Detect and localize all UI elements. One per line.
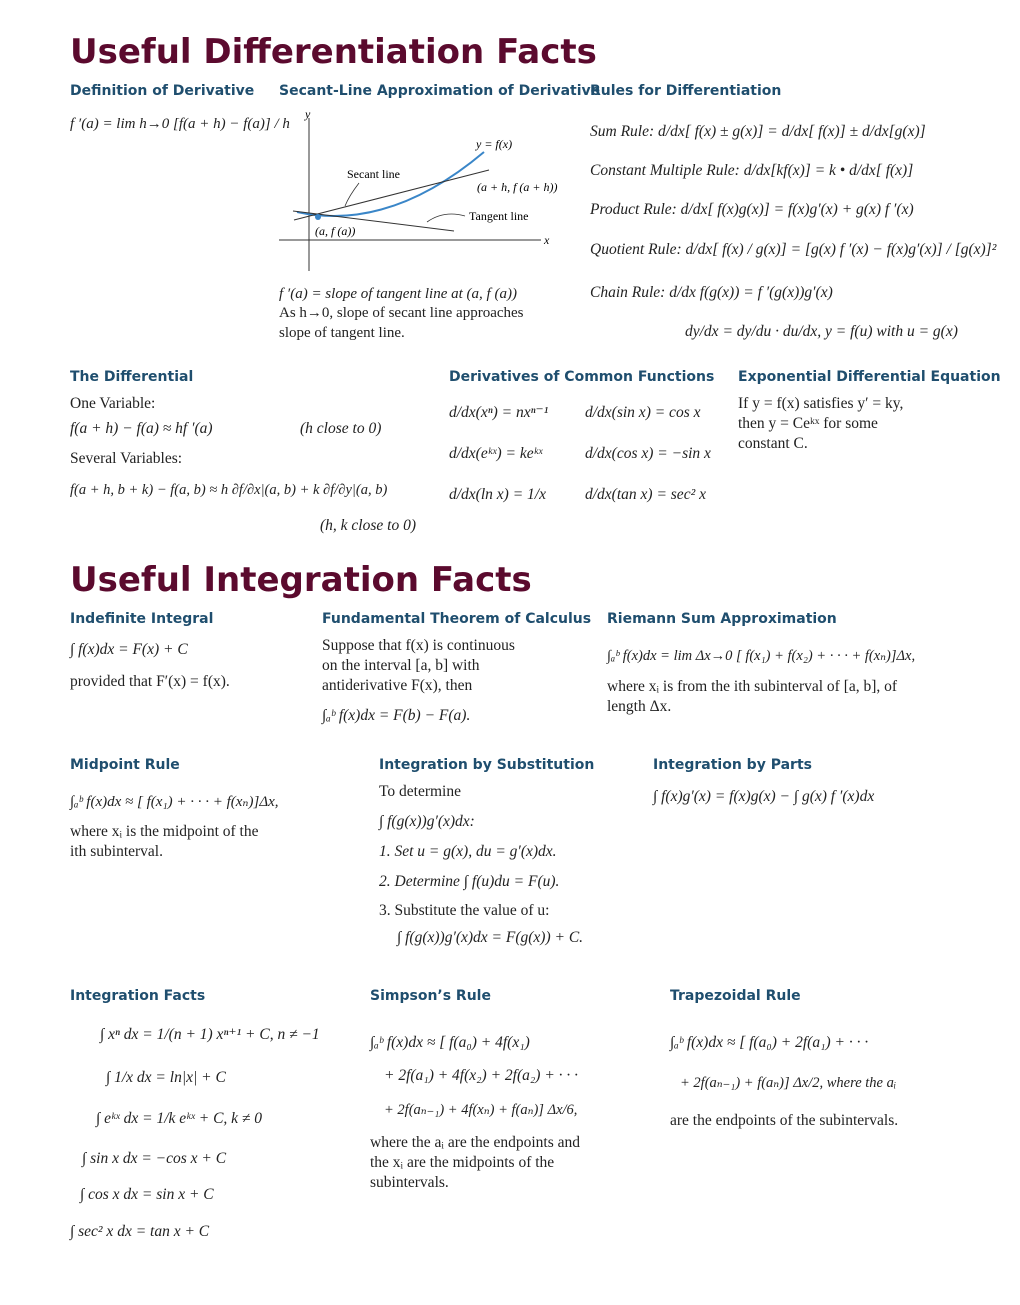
tangent-label: Tangent line (469, 209, 529, 223)
exponential-differential-equation (738, 368, 1010, 468)
simpson-note-1: where the aᵢ are the endpoints and (370, 1134, 580, 1151)
derivative-power: d/dx(xⁿ) = nxⁿ⁻¹ (449, 404, 549, 421)
integral-sec2: ∫ sec² x dx = tan x + C (70, 1223, 210, 1240)
midpoint-formula: ∫ₐᵇ f(x)dx ≈ [ f(x₁) + · · · + f(xₙ)]Δx, (70, 794, 279, 810)
slope-note-line-1: As h→0, slope of secant line approaches (279, 305, 524, 321)
secant-label: Secant line (347, 167, 400, 181)
section-heading: Integration Facts (70, 988, 206, 1004)
section-heading: Integration by Substitution (379, 757, 595, 773)
integration-facts (70, 987, 360, 1252)
indefinite-integral (70, 610, 315, 700)
simpson-note-2: the xᵢ are the midpoints of the (370, 1154, 555, 1171)
derivative-tan: d/dx(tan x) = sec² x (585, 486, 706, 503)
section-heading: Fundamental Theorem of Calculus (322, 611, 592, 627)
derivative-definition-formula: f ′(a) = lim h→0 [f(a + h) − f(a)] / h (70, 116, 290, 132)
curve-label: y = f(x) (476, 137, 513, 151)
ftc-line-2: on the interval [a, b] with (322, 657, 480, 674)
midpoint-line-2: ith subinterval. (70, 843, 163, 860)
one-variable-label: One Variable: (70, 395, 156, 412)
integral-sin: ∫ sin x dx = −cos x + C (82, 1150, 227, 1167)
quotient-rule: Quotient Rule: d/dx[ f(x) / g(x)] = [g(x) f ′(x) − f(x)g′(x)] / [g(x)]² (590, 241, 997, 258)
simpson-line-2: + 2f(a₁) + 4f(x₂) + 2f(a₂) + · · · (384, 1067, 579, 1084)
y-axis-label: y (305, 107, 311, 121)
midpoint-rule (70, 756, 370, 866)
one-variable-formula: f(a + h) − f(a) ≈ hf ′(a) (70, 420, 213, 437)
exp-line-1: If y = f(x) satisfies y′ = ky, (738, 395, 904, 412)
derivative-exp: d/dx(eᵏˣ) = keᵏˣ (449, 445, 543, 462)
integration-by-parts (653, 756, 1008, 816)
simpsons-rule (370, 987, 660, 1197)
several-variables-label: Several Variables: (70, 450, 183, 467)
riemann-line-1: where xᵢ is from the ith subinterval of [a, b], of (607, 678, 898, 695)
midpoint-line-1: where xᵢ is the midpoint of the (70, 823, 259, 840)
derivative-cos: d/dx(cos x) = −sin x (585, 445, 711, 462)
slope-note-line-2: slope of tangent line. (279, 325, 405, 341)
section-heading: Indefinite Integral (70, 611, 214, 627)
derivatives-of-common-functions (449, 368, 734, 528)
the-differential (70, 368, 440, 540)
point-p (315, 214, 321, 220)
substitution-step-1: 1. Set u = g(x), du = g′(x)dx. (379, 843, 557, 860)
secant-line-approximation (279, 82, 601, 344)
riemann-sum (607, 610, 1012, 720)
curve (297, 152, 484, 216)
riemann-formula: ∫ₐᵇ f(x)dx = lim Δx→0 [ f(x₁) + f(x₂) + · · · + f(xₙ)]Δx, (607, 648, 916, 664)
section-heading: Riemann Sum Approximation (607, 611, 837, 627)
section-heading: Midpoint Rule (70, 757, 180, 773)
integral-power: ∫ xⁿ dx = 1/(n + 1) xⁿ⁺¹ + C, n ≠ −1 (100, 1026, 320, 1043)
substitution-intro: To determine (379, 783, 461, 800)
slope-definition: f ′(a) = slope of tangent line at (a, f (a)) (279, 286, 517, 302)
indefinite-note: provided that F′(x) = f(x). (70, 673, 230, 690)
constant-multiple-rule: Constant Multiple Rule: d/dx[kf(x)] = k • d/dx[ f(x)] (590, 162, 914, 179)
differentiation-title: Useful Differentiation Facts (70, 32, 597, 72)
section-heading: Integration by Parts (653, 757, 812, 773)
several-variables-note: (h, k close to 0) (320, 517, 416, 534)
x-axis-label: x (544, 233, 550, 247)
parts-formula: ∫ f(x)g′(x) = f(x)g(x) − ∫ g(x) f ′(x)dx (653, 788, 875, 805)
product-rule: Product Rule: d/dx[ f(x)g(x)] = f(x)g′(x) + g(x) f ′(x) (590, 201, 914, 218)
indefinite-formula: ∫ f(x)dx = F(x) + C (70, 641, 188, 658)
riemann-line-2: length Δx. (607, 698, 672, 715)
point-p-label: (a, f (a)) (315, 224, 356, 238)
derivative-ln: d/dx(ln x) = 1/x (449, 486, 546, 503)
substitution-step-3: 3. Substitute the value of u: (379, 902, 550, 919)
exp-line-2: then y = Ceᵏˣ for some (738, 415, 878, 432)
substitution-result: ∫ f(g(x))g′(x)dx = F(g(x)) + C. (397, 929, 584, 946)
section-heading: Simpson’s Rule (370, 988, 491, 1004)
integral-reciprocal: ∫ 1/x dx = ln|x| + C (106, 1069, 226, 1086)
section-heading: Secant-Line Approximation of Derivative (279, 83, 601, 99)
fundamental-theorem (322, 610, 602, 735)
one-variable-note: (h close to 0) (300, 420, 382, 437)
section-heading: Trapezoidal Rule (670, 988, 801, 1004)
trapezoid-line-2: + 2f(aₙ₋₁) + f(aₙ)] Δx/2, where the aᵢ (680, 1075, 897, 1091)
integration-title: Useful Integration Facts (70, 560, 532, 600)
substitution-integral: ∫ f(g(x))g′(x)dx: (379, 813, 475, 830)
trapezoidal-rule (670, 987, 1010, 1137)
point-q-label: (a + h, f (a + h)) (477, 180, 558, 194)
simpson-note-3: subintervals. (370, 1174, 449, 1191)
chain-rule-leibniz: dy/dx = dy/du · du/dx, y = f(u) with u = g(x) (685, 323, 958, 340)
ftc-line-1: Suppose that f(x) is continuous (322, 637, 515, 654)
substitution-step-2: 2. Determine ∫ f(u)du = F(u). (379, 873, 560, 890)
section-heading: The Differential (70, 369, 194, 385)
exp-line-3: constant C. (738, 435, 808, 452)
integral-cos: ∫ cos x dx = sin x + C (80, 1186, 214, 1203)
definition-of-derivative (70, 82, 290, 162)
chain-rule: Chain Rule: d/dx f(g(x)) = f ′(g(x))g′(x) (590, 284, 833, 301)
trapezoid-note: are the endpoints of the subintervals. (670, 1112, 899, 1129)
simpson-line-3: + 2f(aₙ₋₁) + 4f(xₙ) + f(aₙ)] Δx/6, (384, 1102, 578, 1118)
section-heading: Derivatives of Common Functions (449, 369, 715, 385)
ftc-line-3: antiderivative F(x), then (322, 677, 473, 694)
section-heading: Rules for Differentiation (590, 83, 782, 99)
sum-rule: Sum Rule: d/dx[ f(x) ± g(x)] = d/dx[ f(x)] ± d/dx[g(x)] (590, 123, 926, 140)
integral-exp: ∫ eᵏˣ dx = 1/k eᵏˣ + C, k ≠ 0 (96, 1110, 263, 1127)
section-heading: Exponential Differential Equation (738, 369, 1001, 385)
section-heading: Definition of Derivative (70, 83, 255, 99)
trapezoid-line-1: ∫ₐᵇ f(x)dx ≈ [ f(a₀) + 2f(a₁) + · · · (670, 1034, 869, 1051)
integration-by-substitution (379, 756, 654, 956)
secant-tangent-graph (279, 106, 579, 281)
rules-for-differentiation (590, 82, 1010, 352)
derivative-sin: d/dx(sin x) = cos x (585, 404, 701, 421)
several-variables-formula: f(a + h, b + k) − f(a, b) ≈ h ∂f/∂x|(a, b) + k ∂f/∂y|(a, b) (70, 482, 388, 498)
simpson-line-1: ∫ₐᵇ f(x)dx ≈ [ f(a₀) + 4f(x₁) (370, 1034, 530, 1051)
ftc-formula: ∫ₐᵇ f(x)dx = F(b) − F(a). (322, 707, 471, 724)
